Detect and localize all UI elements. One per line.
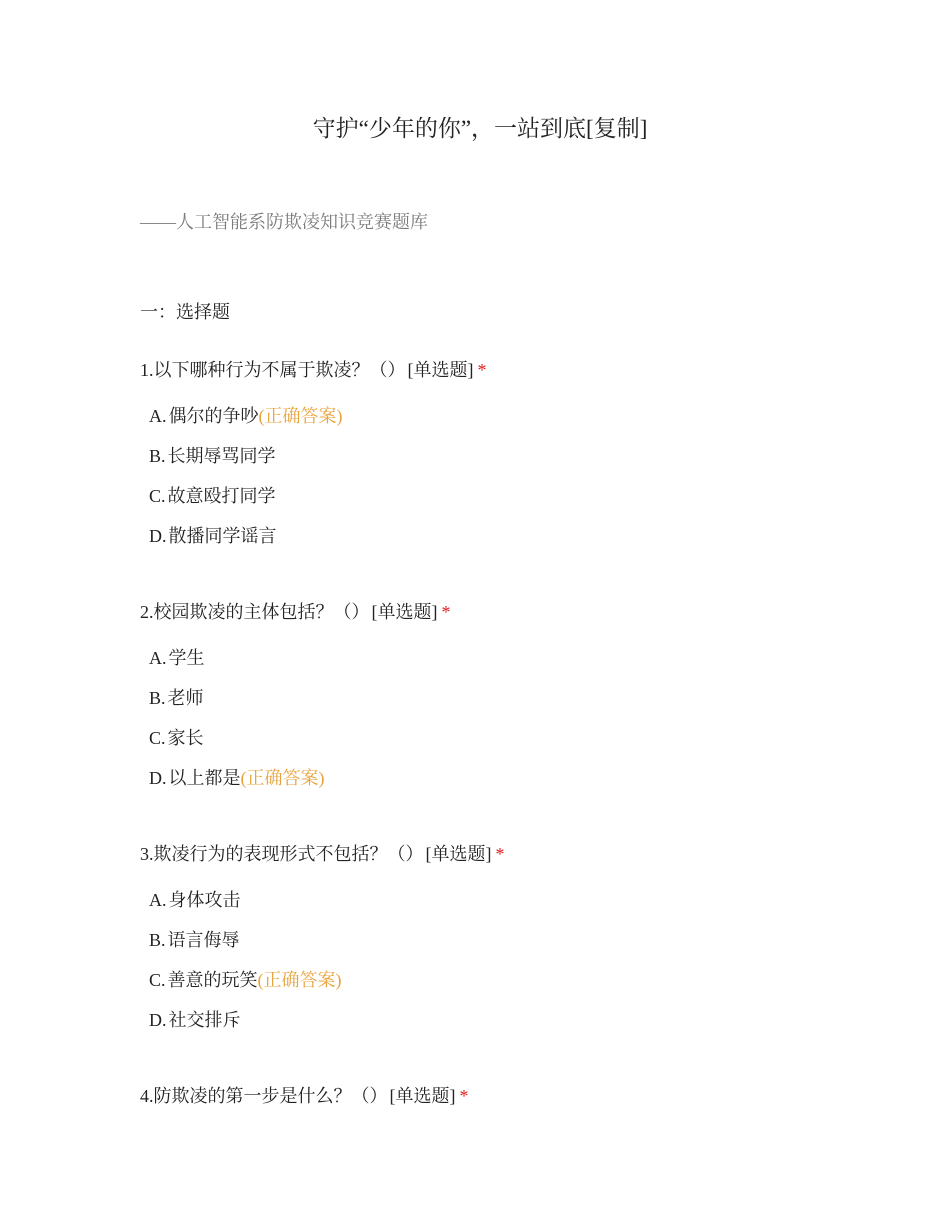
option-text: 散播同学谣言 <box>168 526 277 546</box>
option-text: 学生 <box>168 648 205 668</box>
required-asterisk: * <box>495 844 505 864</box>
option-letter: A. <box>149 890 167 910</box>
option-item <box>140 524 487 564</box>
option-letter: D. <box>149 768 167 788</box>
option-letter: C. <box>149 970 166 990</box>
question-text: 4.防欺凌的第一步是什么？（） <box>140 1086 388 1106</box>
option-item <box>140 686 451 726</box>
option-list <box>140 646 451 806</box>
option-letter: B. <box>149 688 166 708</box>
page-title: 守护“少年的你”，一站到底[复制] <box>312 116 648 141</box>
option-letter: D. <box>149 526 167 546</box>
question-type-label: [单选题] <box>371 602 438 622</box>
option-item <box>140 444 487 484</box>
option-list <box>140 404 487 564</box>
option-text: 语言侮辱 <box>167 930 240 950</box>
option-text: 身体攻击 <box>168 890 241 910</box>
question-type-label: [单选题] <box>407 360 474 380</box>
required-asterisk: * <box>477 360 487 380</box>
question-text: 2.校园欺凌的主体包括？（） <box>140 602 370 622</box>
option-text: 社交排斥 <box>168 1010 241 1030</box>
question-title <box>140 1084 469 1108</box>
correct-answer-tag: (正确答案) <box>240 768 325 788</box>
question-type-label: [单选题] <box>389 1086 456 1106</box>
question-text: 3.欺凌行为的表现形式不包括？（） <box>140 844 424 864</box>
option-text: 善意的玩笑 <box>167 970 258 990</box>
question-text: 1.以下哪种行为不属于欺凌？（） <box>140 360 406 380</box>
question-title <box>140 842 505 866</box>
option-letter: B. <box>149 446 166 466</box>
option-letter: A. <box>149 648 167 668</box>
option-letter: B. <box>149 930 166 950</box>
required-asterisk: * <box>459 1086 469 1106</box>
option-item <box>140 1008 505 1048</box>
option-letter: A. <box>149 406 167 426</box>
option-item <box>140 646 451 686</box>
correct-answer-tag: (正确答案) <box>257 970 342 990</box>
required-asterisk: * <box>441 602 451 622</box>
option-text: 偶尔的争吵 <box>168 406 259 426</box>
option-text: 故意殴打同学 <box>167 486 276 506</box>
option-text: 以上都是 <box>168 768 241 788</box>
option-item <box>140 888 505 928</box>
option-list <box>140 888 505 1048</box>
option-text: 老师 <box>167 688 204 708</box>
option-letter: C. <box>149 728 166 748</box>
section-heading: 一：选择题 <box>140 302 230 322</box>
option-item <box>140 484 487 524</box>
option-letter: D. <box>149 1010 167 1030</box>
question-4 <box>140 1084 469 1108</box>
question-title <box>140 358 487 382</box>
option-item <box>140 766 451 806</box>
option-item <box>140 928 505 968</box>
correct-answer-tag: (正确答案) <box>258 406 343 426</box>
option-letter: C. <box>149 486 166 506</box>
page-subtitle: ——人工智能系防欺凌知识竞赛题库 <box>140 212 428 232</box>
option-item <box>140 726 451 766</box>
option-item <box>140 404 487 444</box>
question-3 <box>140 842 505 1048</box>
option-text: 家长 <box>167 728 204 748</box>
question-1 <box>140 358 487 564</box>
question-type-label: [单选题] <box>425 844 492 864</box>
question-2 <box>140 600 451 806</box>
option-text: 长期辱骂同学 <box>167 446 276 466</box>
question-title <box>140 600 451 624</box>
option-item <box>140 968 505 1008</box>
